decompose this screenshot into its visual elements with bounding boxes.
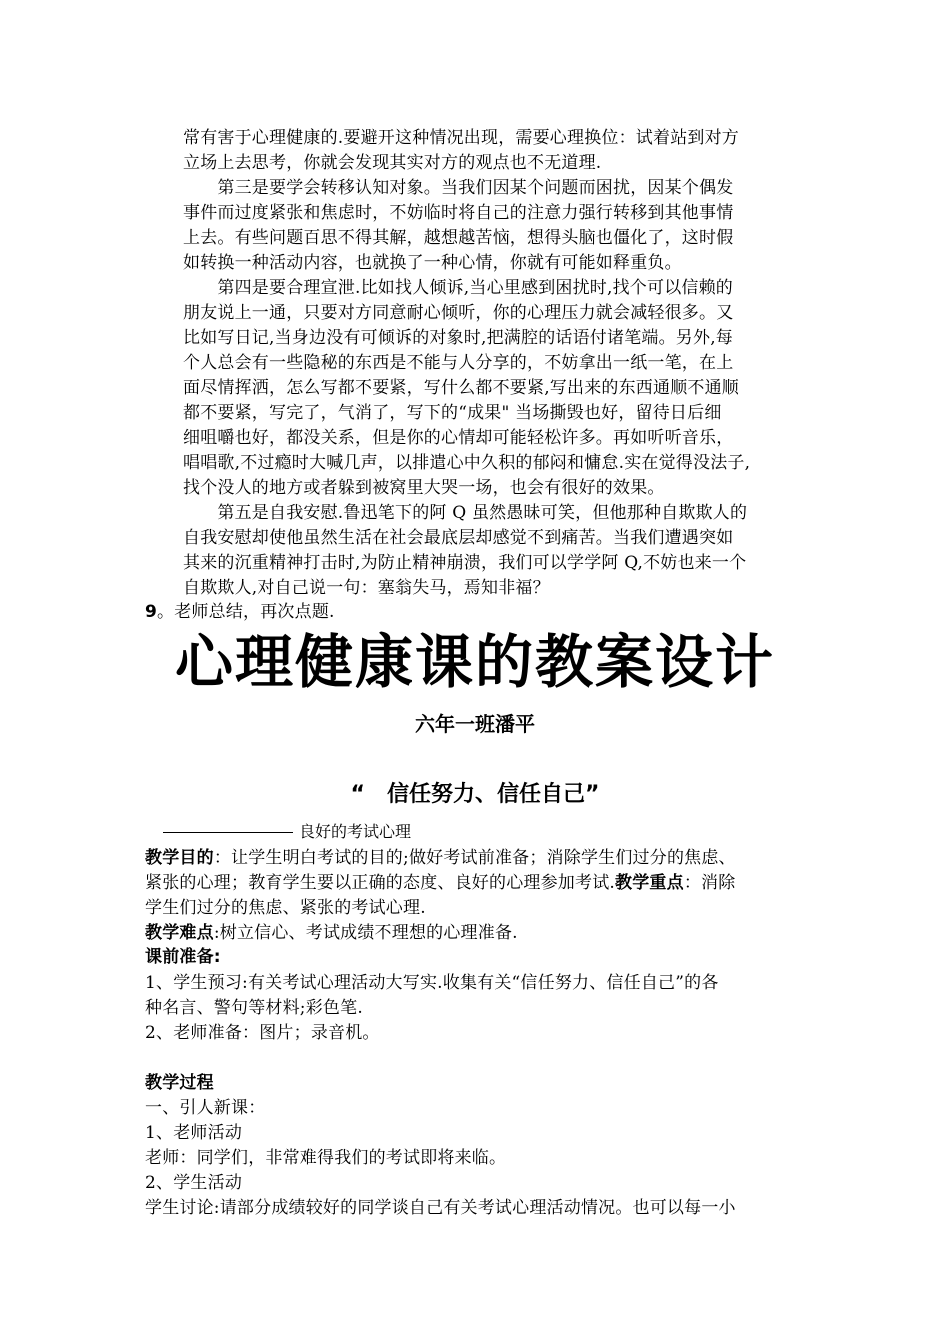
text-line: 都不要紧，写完了，气消了，写下的“成果" 当场撕毁也好，留待日后细 <box>183 403 722 423</box>
goal-label: 教学目的 <box>145 848 214 868</box>
dash-rule <box>163 832 293 833</box>
text-line: 其来的沉重精神打击时,为防止精神崩溃，我们可以学学阿 Q,不妨也来一个 <box>183 553 747 573</box>
lesson-topic: “ 信任努力、信任自己” <box>350 782 600 807</box>
text-line: 立场上去思考，你就会发现其实对方的观点也不无道理. <box>183 153 602 173</box>
step-9 <box>145 600 335 624</box>
text-line: 上去。有些问题百思不得其解，越想越苦恼，想得头脑也僵化了，这时假 <box>183 228 734 248</box>
prep-label: 课前准备: <box>145 947 221 967</box>
step-number: 9 <box>145 602 158 622</box>
process-label: 教学过程 <box>145 1073 214 1093</box>
goal-line-1 <box>145 846 736 870</box>
prep-item-1a: 1、学生预习:有关考试心理活动大写实.收集有关“信任努力、信任自己”的各 <box>145 973 719 993</box>
dash-text: 良好的考试心理 <box>299 822 412 841</box>
difficulty-label: 教学难点 <box>145 923 214 943</box>
text-line: 唱唱歌,不过瘾时大喊几声，以排遣心中久积的郁闷和慵怠.实在觉得没法子, <box>183 453 751 473</box>
process-line: 学生讨论:请部分成绩较好的同学谈自己有关考试心理活动情况。也可以每一小 <box>145 1198 736 1218</box>
topic-dash-line <box>163 821 411 843</box>
text-line: 自我安慰却使他虽然生活在社会最底层却感觉不到痛苦。当我们遭遇突如 <box>183 528 734 548</box>
goal-text: ：让学生明白考试的目的;做好考试前准备；消除学生们过分的焦虑、 <box>213 848 736 868</box>
page-title: 心理健康课的教案设计 <box>174 628 775 696</box>
process-line: 一、引人新课： <box>145 1098 266 1118</box>
prep-item-1b: 种名言、警句等材料;彩色笔. <box>145 998 363 1018</box>
text-line: 细咀嚼也好，都没关系，但是你的心情却可能轻松许多。再如听听音乐， <box>183 428 734 448</box>
process-line: 2、学生活动 <box>145 1173 243 1193</box>
text-line: 比如写日记,当身边没有可倾诉的对象时,把满腔的话语付诸笔端。另外,每 <box>183 328 734 348</box>
process-line: 老师：同学们，非常难得我们的考试即将来临。 <box>145 1148 507 1168</box>
prep-item-2: 2、老师准备：图片；录音机。 <box>145 1023 380 1043</box>
text-line: 第四是要合理宣泄.比如找人倾诉,当心里感到困扰时,找个可以信赖的 <box>183 278 734 298</box>
step-text: 。老师总结，再次点题. <box>157 602 335 622</box>
text-line: 自欺欺人,对自己说一句：塞翁失马，焉知非福？ <box>183 578 550 598</box>
text-line: 如转换一种活动内容，也就换了一种心情，你就有可能如释重负。 <box>183 253 682 273</box>
goal-text-2: 紧张的心理；教育学生要以正确的态度、良好的心理参加考试. <box>145 873 616 893</box>
key-point-text: ：消除 <box>683 873 736 893</box>
text-line: 朋友说上一通，只要对方同意耐心倾听，你的心理压力就会减轻很多。又 <box>183 303 734 323</box>
goal-line-3: 学生们过分的焦虑、紧张的考试心理. <box>145 898 426 918</box>
text-line: 面尽情挥洒，怎么写都不要紧，写什么都不要紧,写出来的东西通顺不通顺 <box>183 378 740 398</box>
difficulty-line <box>145 921 518 945</box>
text-line: 事件而过度紧张和焦虑时，不妨临时将自己的注意力强行转移到其他事情 <box>183 203 734 223</box>
text-line: 个人总会有一些隐秘的东西是不能与人分享的，不妨拿出一纸一笔，在上 <box>183 353 734 373</box>
goal-line-2 <box>145 871 735 895</box>
text-line: 找个没人的地方或者躲到被窝里大哭一场，也会有很好的效果。 <box>183 478 665 498</box>
author-subtitle: 六年一班潘平 <box>415 712 535 736</box>
difficulty-text: :树立信心、考试成绩不理想的心理准备. <box>213 923 518 943</box>
text-line: 第五是自我安慰.鲁迅笔下的阿 Q 虽然愚昧可笑，但他那种自欺欺人的 <box>183 503 748 523</box>
text-line: 常有害于心理健康的.要避开这种情况出现，需要心理换位：试着站到对方 <box>183 128 740 148</box>
text-line: 第三是要学会转移认知对象。当我们因某个问题而困扰，因某个偶发 <box>183 178 734 198</box>
process-line: 1、老师活动 <box>145 1123 243 1143</box>
key-point-label: 教学重点 <box>615 873 684 893</box>
